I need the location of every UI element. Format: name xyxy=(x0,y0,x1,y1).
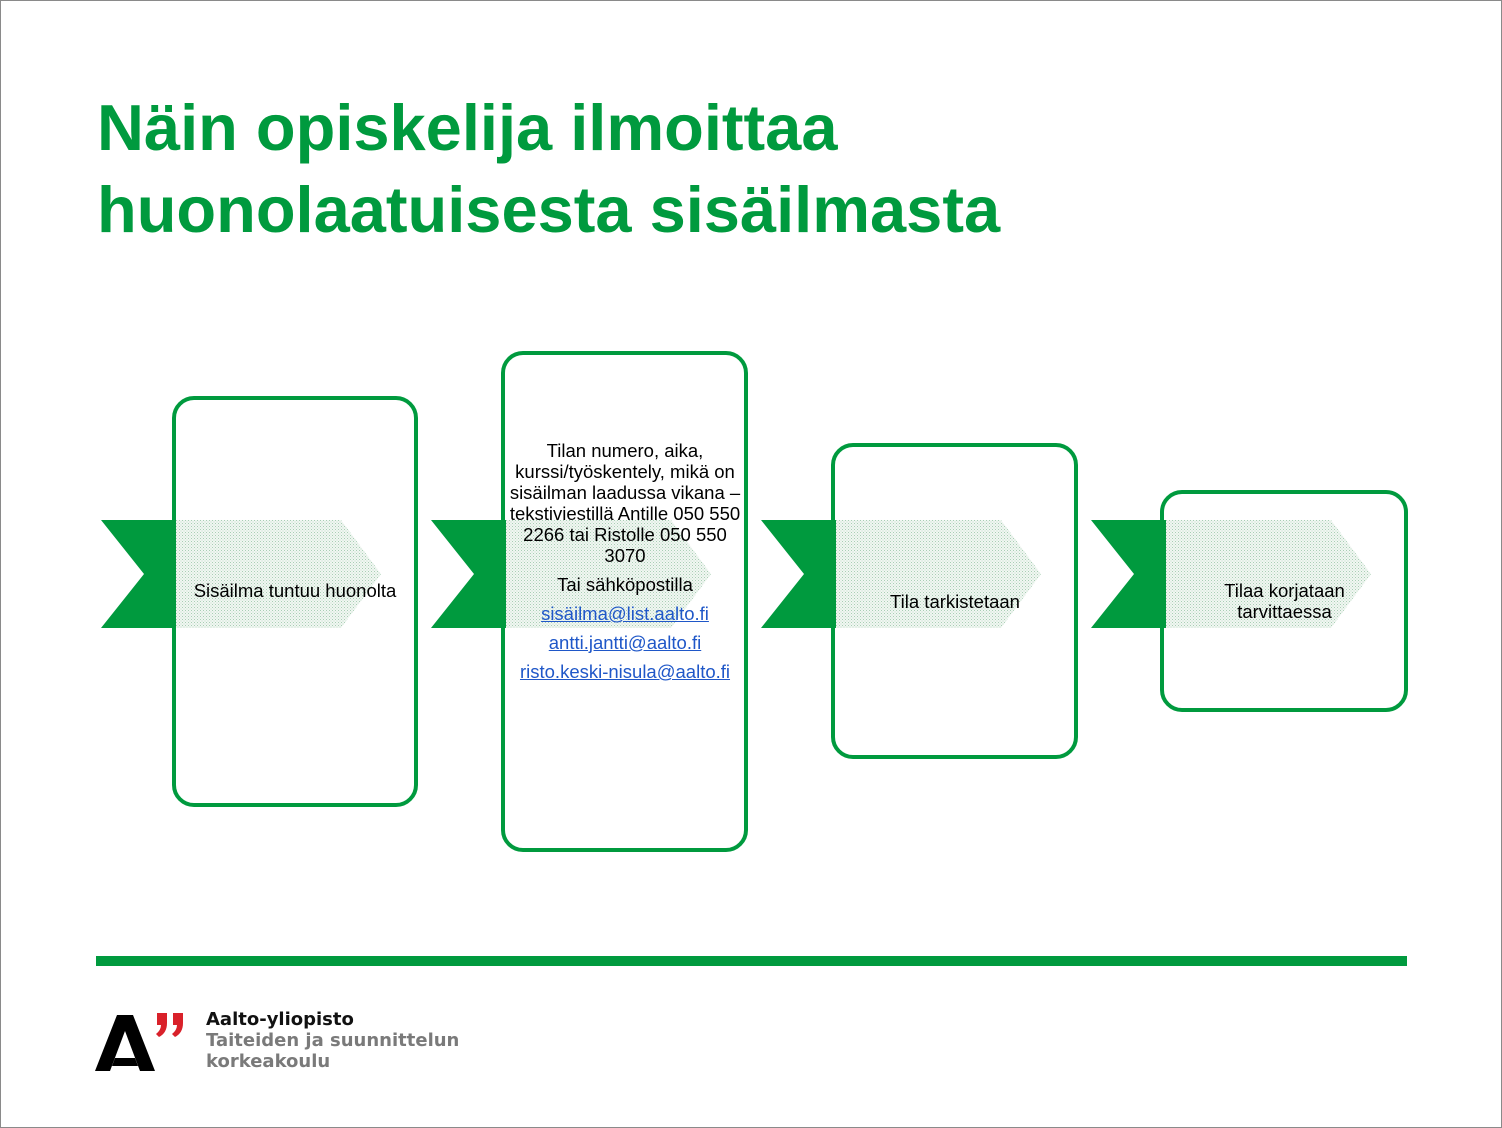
step-3-text: Tila tarkistetaan xyxy=(890,591,1020,612)
step-4-text: Tilaa korjataan tarvittaessa xyxy=(1224,580,1345,622)
step-1-text-box xyxy=(179,580,411,601)
school-name-line-1: Taiteiden ja suunnittelun xyxy=(206,1030,460,1051)
step-3-text-box xyxy=(839,591,1071,612)
slide-title xyxy=(97,87,1397,251)
email-link-sisailma[interactable]: sisäilma@list.aalto.fi xyxy=(541,603,709,624)
step-2-text-box xyxy=(509,440,741,682)
title-line-2: huonolaatuisesta sisäilmasta xyxy=(97,173,1001,246)
step-2-text: Tilan numero, aika, kurssi/työskentely, mikä on sisäilman laadussa vikana – tekstiviestillä Antille 050 550 2266 tai Ristolle 050 550 3070 xyxy=(509,440,741,566)
email-link-risto[interactable]: risto.keski-nisula@aalto.fi xyxy=(519,661,731,682)
step-1-text: Sisäilma tuntuu huonolta xyxy=(193,580,397,601)
email-link-antti[interactable]: antti.jantti@aalto.fi xyxy=(548,632,702,653)
org-name: Aalto-yliopisto xyxy=(206,1009,354,1030)
footer-divider xyxy=(96,956,1407,966)
school-name-line-2: korkeakoulu xyxy=(206,1051,331,1072)
step-4-text-box xyxy=(1197,580,1372,622)
title-line-1: Näin opiskelija ilmoittaa xyxy=(97,91,838,164)
email-label: Tai sähköpostilla xyxy=(557,574,693,595)
aalto-logo xyxy=(95,1011,187,1073)
step-card-1 xyxy=(172,396,418,807)
aalto-logo-text xyxy=(206,1009,459,1072)
